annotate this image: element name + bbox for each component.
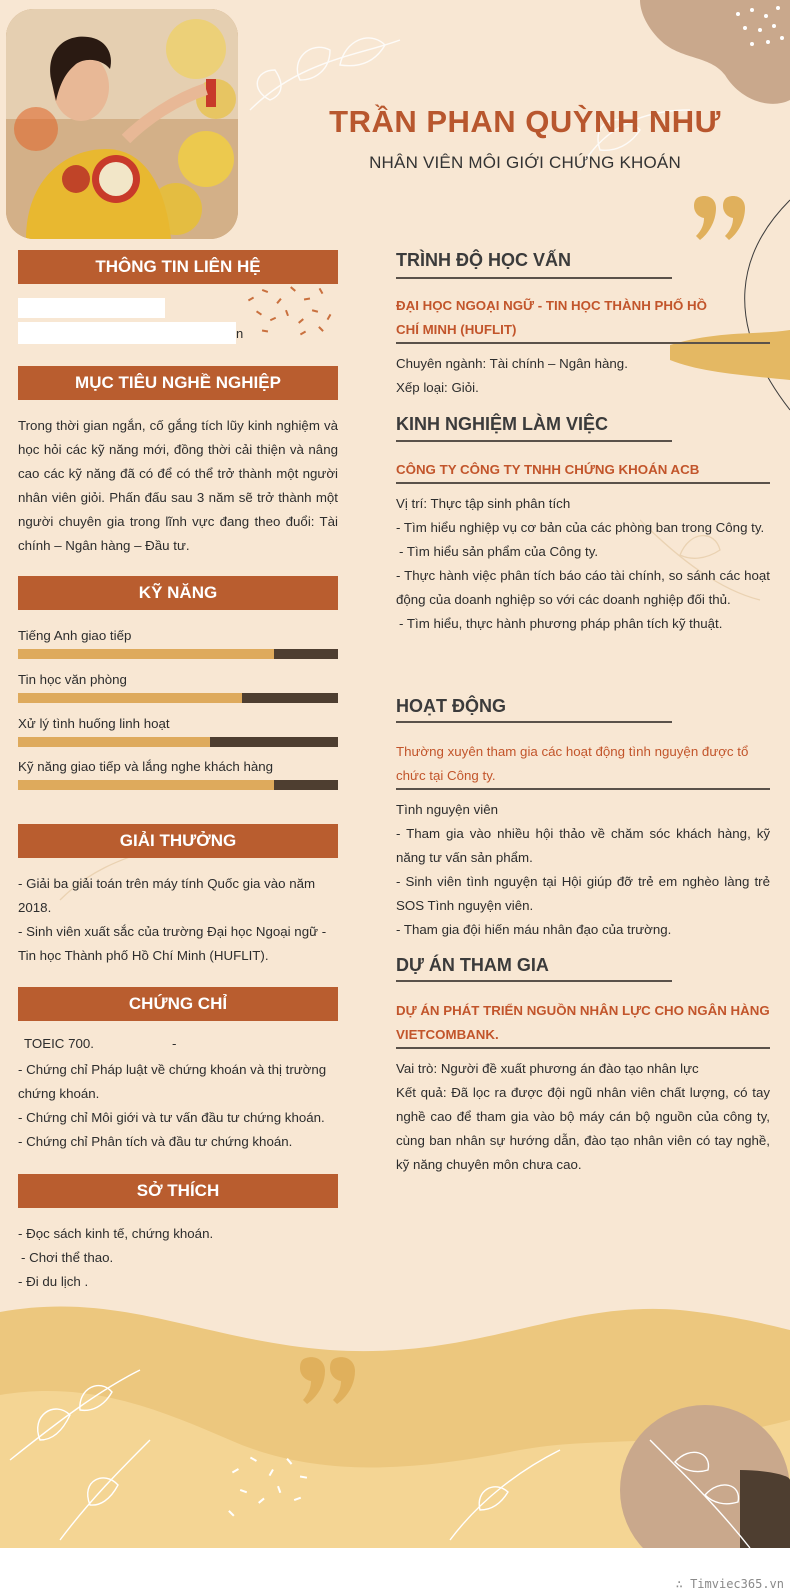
certificate-item: - Chứng chỉ Pháp luật về chứng khoán và thị trường chứng khoán. — [18, 1062, 327, 1101]
watermark: ∴ Timviec365.vn — [675, 1577, 784, 1591]
skill-bar-fill — [18, 693, 242, 703]
certificate-item: - Chứng chỉ Môi giới và tư vấn đầu tư chứng khoán. — [18, 1110, 325, 1125]
hobbies-heading: SỞ THÍCH — [18, 1174, 338, 1208]
school-name-line-2: CHÍ MINH (HUFLIT) — [396, 322, 517, 337]
certificates-list — [18, 1058, 338, 1154]
certificate-toeic: TOEIC 700. — [24, 1036, 94, 1051]
activity-item: - Tham gia đội hiến máu nhân đạo của trường. — [396, 922, 672, 937]
candidate-name: TRẦN PHAN QUỲNH NHƯ — [329, 104, 721, 139]
school-name — [396, 294, 770, 342]
project-details — [396, 1057, 770, 1177]
profile-photo — [6, 9, 238, 239]
school-name-line-1: ĐẠI HỌC NGOẠI NGỮ - TIN HỌC THÀNH PHỐ HỒ — [396, 298, 707, 313]
skill-bar-fill — [18, 780, 274, 790]
experience-heading: KINH NGHIỆM LÀM VIỆC — [396, 414, 609, 434]
experience-item: Vị trí: Thực tập sinh phân tích — [396, 496, 571, 511]
experience-details — [396, 492, 770, 636]
heading-underline — [396, 277, 672, 279]
project-name — [396, 999, 770, 1047]
activities-details — [396, 798, 770, 942]
experience-item: - Thực hành việc phân tích báo cáo tài chính, so sánh các hoạt động của doanh nghiệp so với các doanh nghiệp đối thủ. — [396, 568, 770, 607]
skill-label: Xử lý tình huống linh hoạt — [18, 716, 170, 731]
award-item: - Giải ba giải toán trên máy tính Quốc gia vào năm 2018. — [18, 876, 316, 915]
project-role: Vai trò: Người đề xuất phương án đào tạo nhân lực — [396, 1061, 699, 1076]
skill-bar — [18, 693, 338, 703]
certificate-item: - Chứng chỉ Phân tích và đầu tư chứng khoán. — [18, 1134, 293, 1149]
hobbies-list — [18, 1222, 338, 1294]
hobby-item: - Chơi thể thao. — [21, 1250, 114, 1265]
hobby-item: - Đọc sách kinh tế, chứng khoán. — [18, 1226, 214, 1241]
skill-bar — [18, 737, 338, 747]
objective-heading: MỤC TIÊU NGHỀ NGHIỆP — [18, 366, 338, 400]
heading-underline — [396, 721, 672, 723]
activity-item: - Sinh viên tình nguyện tại Hội giúp đỡ trẻ em nghèo làng trẻ SOS Tình nguyện viên. — [396, 874, 770, 913]
heading-underline — [396, 440, 672, 442]
experience-item: - Tìm hiểu nghiệp vụ cơ bản của các phòng ban trong Công ty. — [396, 520, 765, 535]
skill-bar — [18, 780, 338, 790]
award-item: - Sinh viên xuất sắc của trường Đại học Ngoại ngữ - Tin học Thành phố Hồ Chí Minh (HUFLIT). — [18, 924, 327, 963]
activity-item: - Tham gia vào nhiều hội thảo về chăm sóc khách hàng, kỹ năng tư vấn sản phẩm. — [396, 826, 770, 865]
project-name-line-2: VIETCOMBANK. — [396, 1027, 499, 1042]
project-result: Kết quả: Đã lọc ra được đội ngũ nhân viên chất lượng, có tay nghề cao để tham gia vào bộ máy cán bộ nguồn của công ty, cùng ban nhân sự hướng dẫn, đào tạo nhân viên có tay nghề, kỹ năng chuyên môn chưa cao. — [396, 1085, 770, 1172]
redacted-contact-line-1 — [18, 298, 165, 318]
awards-list — [18, 872, 338, 968]
awards-heading: GIẢI THƯỞNG — [18, 824, 338, 858]
objective-text: Trong thời gian ngắn, cố gắng tích lũy kinh nghiệm và học hỏi các kỹ năng mới, đồng thời cải thiện và nâng cao các kỹ năng đã có để có thể trở thành một người nhân viên giỏi. Phấn đấu sau 3 năm sẽ trở thành một người chuyên gia trong lĩnh vực đang theo đuổi: Tài chính – Ngân hàng – Đầu tư. — [18, 418, 338, 553]
education-grade: Xếp loại: Giỏi. — [396, 380, 479, 395]
subheading-underline — [396, 482, 770, 484]
skill-label: Tin học văn phòng — [18, 672, 127, 687]
skill-bar — [18, 649, 338, 659]
hobby-item: - Đi du lịch . — [18, 1274, 89, 1289]
education-heading: TRÌNH ĐỘ HỌC VẤN — [396, 250, 571, 270]
skill-label: Tiếng Anh giao tiếp — [18, 628, 132, 643]
activities-heading: HOẠT ĐỘNG — [396, 696, 506, 716]
skills-heading: KỸ NĂNG — [18, 576, 338, 610]
contact-heading: THÔNG TIN LIÊN HỆ — [18, 250, 338, 284]
company-name: CÔNG TY CÔNG TY TNHH CHỨNG KHOÁN ACB — [396, 462, 700, 477]
experience-item: - Tìm hiểu sản phẩm của Công ty. — [399, 544, 599, 559]
heading-underline — [396, 980, 672, 982]
contact-line-2-tail: n — [236, 326, 244, 341]
subheading-underline — [396, 1047, 770, 1049]
education-details — [396, 352, 770, 400]
skill-bar-fill — [18, 737, 210, 747]
certificates-heading: CHỨNG CHỈ — [18, 987, 338, 1021]
certificate-dash: - — [172, 1036, 177, 1051]
job-title: NHÂN VIÊN MÔI GIỚI CHỨNG KHOÁN — [369, 153, 681, 172]
project-name-line-1: DỰ ÁN PHÁT TRIỂN NGUỒN NHÂN LỰC CHO NGÂN HÀNG — [396, 1003, 770, 1018]
projects-heading: DỰ ÁN THAM GIA — [396, 955, 549, 975]
redacted-contact-line-2 — [18, 322, 236, 344]
skill-label: Kỹ năng giao tiếp và lắng nghe khách hàng — [18, 759, 274, 774]
subheading-underline — [396, 788, 770, 790]
activities-summary: Thường xuyên tham gia các hoạt động tình nguyện được tổ chức tại Công ty. — [396, 744, 749, 783]
skill-bar-fill — [18, 649, 274, 659]
activity-item: Tình nguyện viên — [396, 802, 499, 817]
experience-item: - Tìm hiểu, thực hành phương pháp phân tích kỹ thuật. — [399, 616, 723, 631]
subheading-underline — [396, 342, 770, 344]
education-major: Chuyên ngành: Tài chính – Ngân hàng. — [396, 356, 628, 371]
